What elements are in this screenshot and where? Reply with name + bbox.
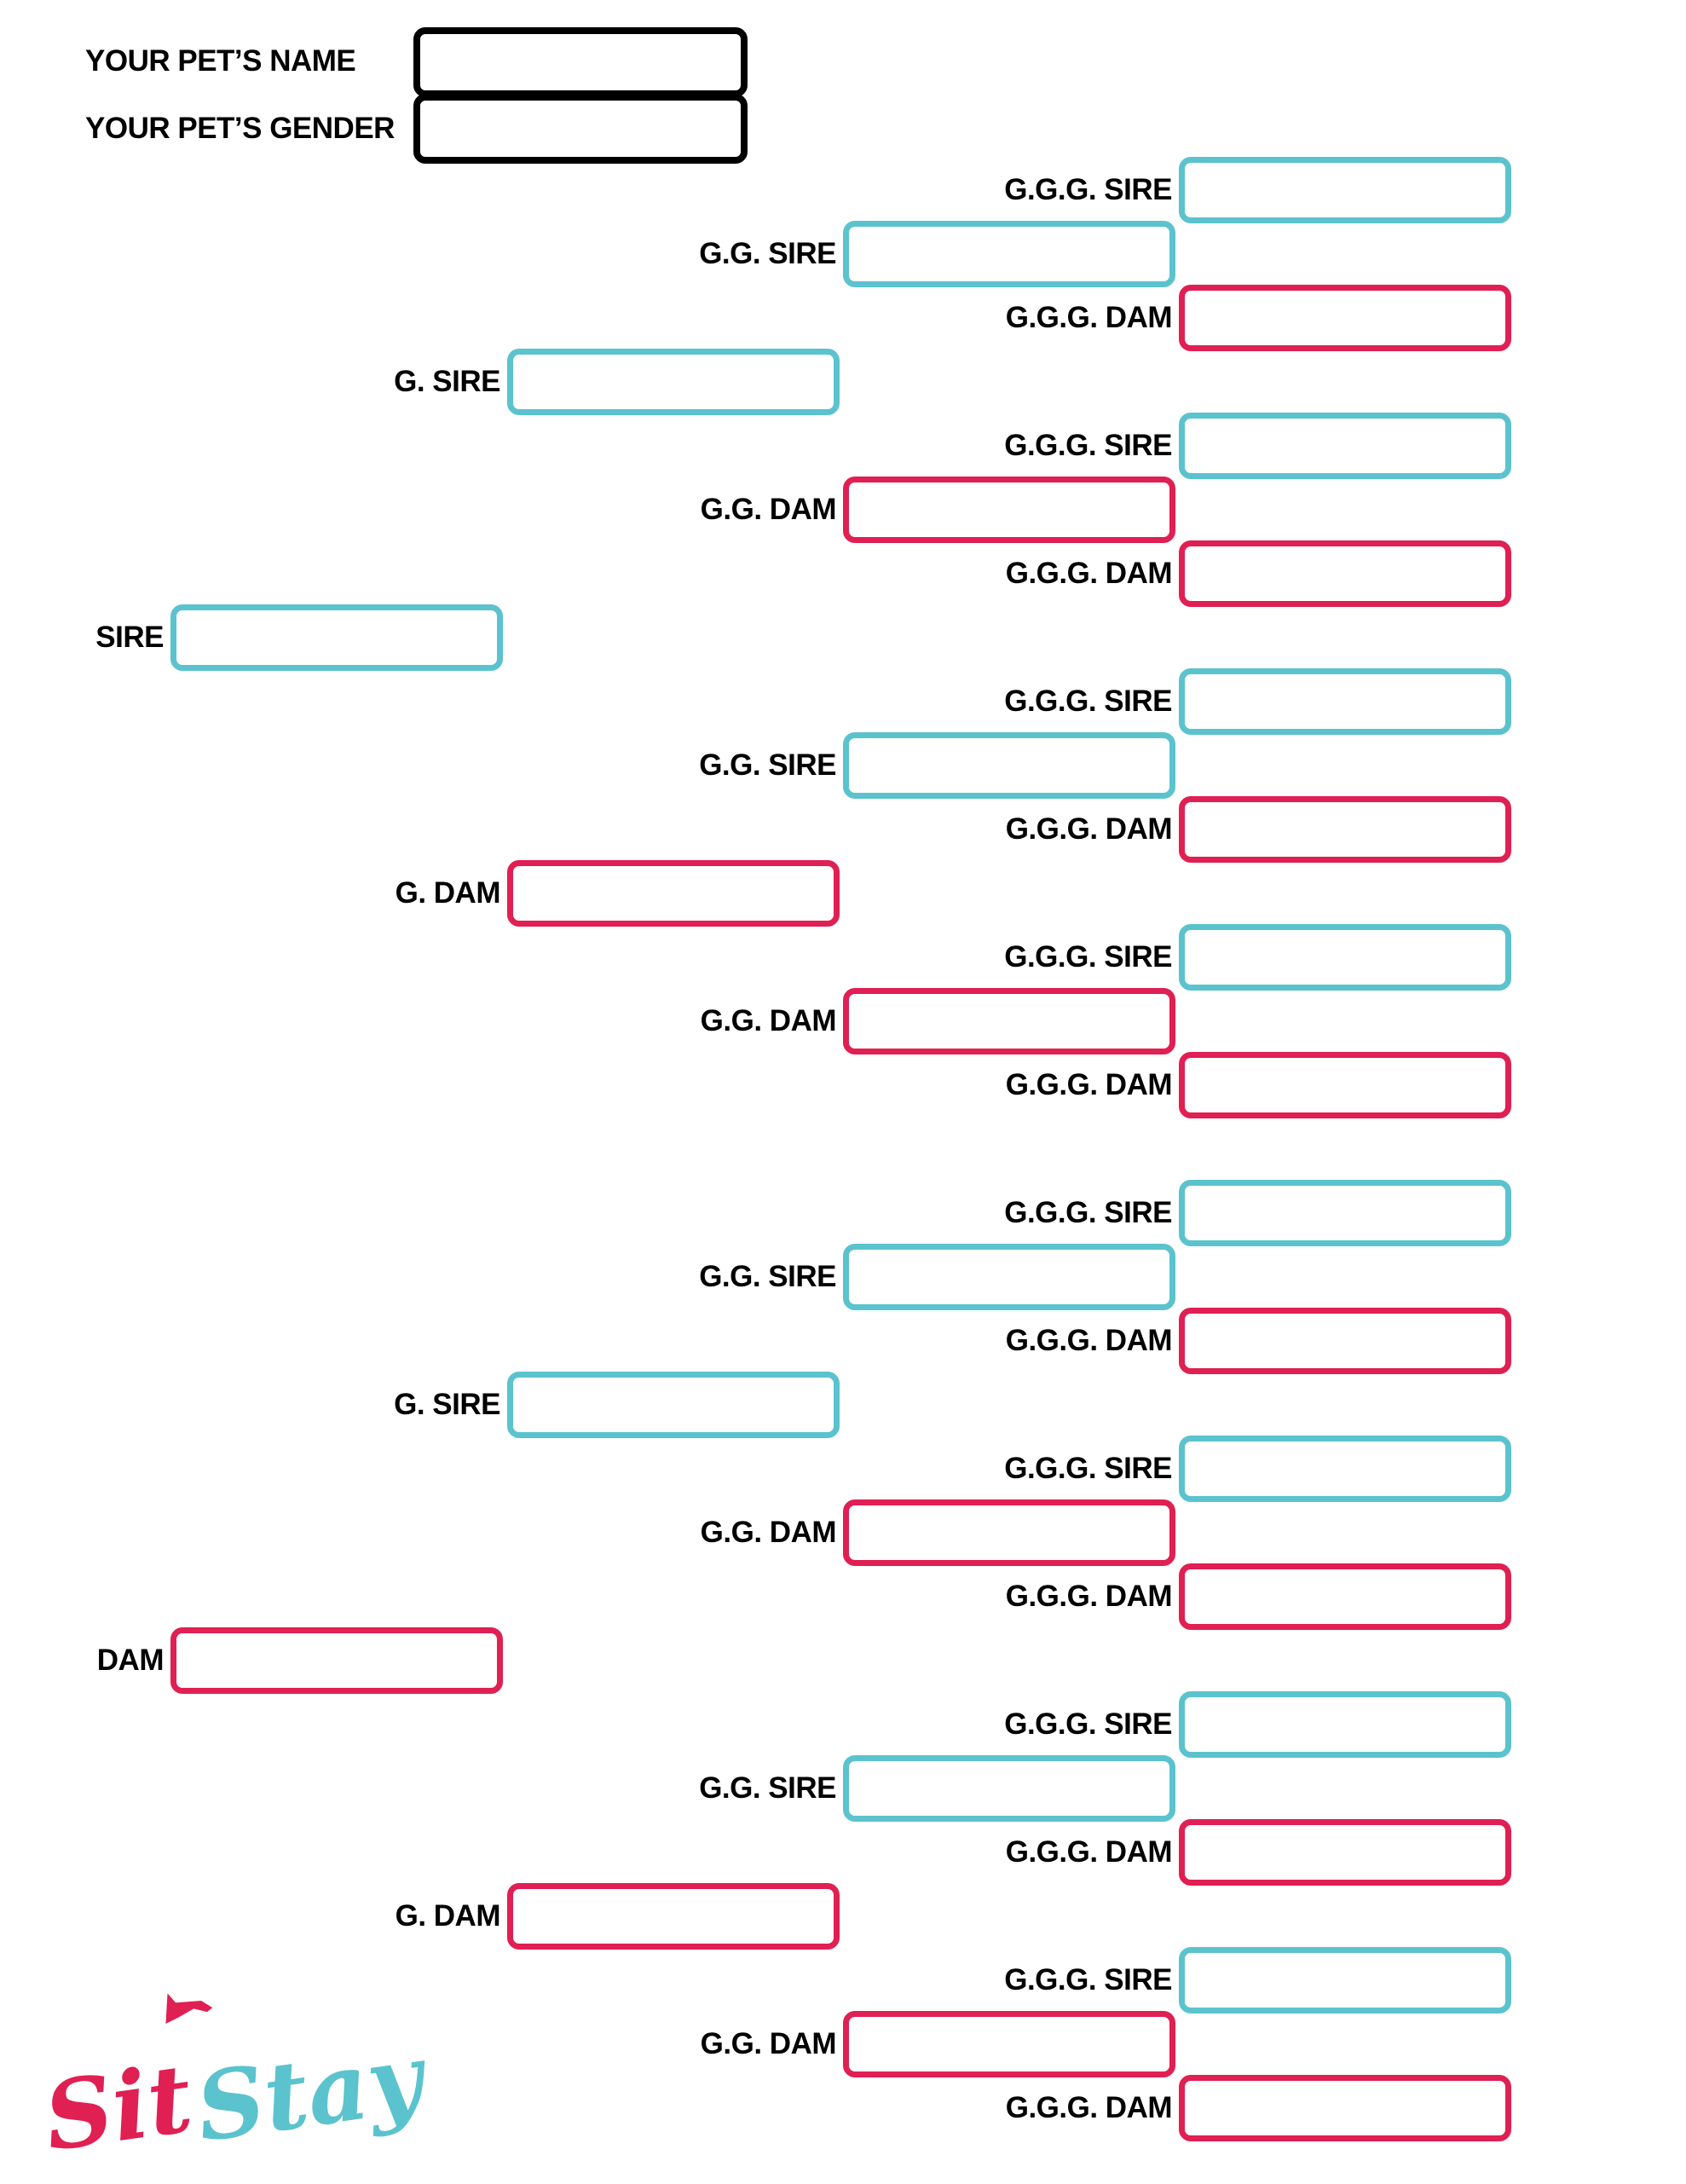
pedigree-label-sire: G.G.G. SIRE — [1004, 173, 1172, 206]
pedigree-label-dam: G.G.G. DAM — [1005, 812, 1172, 846]
gen2-dam-field[interactable] — [507, 1883, 840, 1950]
gen4-sire-field[interactable] — [1179, 413, 1511, 479]
pet-name-field[interactable] — [413, 27, 748, 97]
pedigree-label-dam: G.G.G. DAM — [1005, 1324, 1172, 1357]
pedigree-label-dam: G.G.G. DAM — [1005, 1580, 1172, 1613]
gen2-sire-field[interactable] — [507, 349, 840, 415]
pedigree-label-dam: G. DAM — [395, 1899, 500, 1933]
gen4-dam-field[interactable] — [1179, 540, 1511, 607]
pedigree-label-sire: SIRE — [95, 621, 164, 654]
gen4-dam-field[interactable] — [1179, 1819, 1511, 1886]
gen3-sire-field[interactable] — [843, 221, 1175, 287]
gen4-sire-field[interactable] — [1179, 924, 1511, 991]
gen4-dam-field[interactable] — [1179, 2075, 1511, 2141]
sitstay-logo — [33, 1977, 430, 2173]
pedigree-label-dam: G.G.G. DAM — [1005, 1835, 1172, 1869]
gen1-sire-field[interactable] — [170, 604, 503, 671]
pedigree-label-dam: G.G. DAM — [700, 1004, 836, 1037]
pedigree-label-dam: G. DAM — [395, 876, 500, 910]
gen3-sire-field[interactable] — [843, 1755, 1175, 1822]
pedigree-label-dam: G.G. DAM — [700, 493, 836, 526]
pedigree-label-sire: G.G.G. SIRE — [1004, 1196, 1172, 1229]
gen3-dam-field[interactable] — [843, 1499, 1175, 1566]
pedigree-label-sire: G.G.G. SIRE — [1004, 1452, 1172, 1485]
gen4-dam-field[interactable] — [1179, 1308, 1511, 1374]
logo-stay: Stay — [189, 2022, 430, 2164]
gen3-dam-field[interactable] — [843, 2011, 1175, 2077]
pedigree-label-dam: G.G.G. DAM — [1005, 2091, 1172, 2124]
gen2-sire-field[interactable] — [507, 1372, 840, 1438]
gen4-sire-field[interactable] — [1179, 157, 1511, 223]
pedigree-label-dam: G.G. DAM — [700, 2027, 836, 2060]
gen3-dam-field[interactable] — [843, 988, 1175, 1054]
gen3-sire-field[interactable] — [843, 732, 1175, 799]
pedigree-label-sire: G.G.G. SIRE — [1004, 1707, 1172, 1741]
pet-gender-label: YOUR PET’S GENDER — [85, 112, 395, 145]
gen3-sire-field[interactable] — [843, 1244, 1175, 1310]
pedigree-label-sire: G.G.G. SIRE — [1004, 940, 1172, 974]
pedigree-label-sire: G.G.G. SIRE — [1004, 685, 1172, 718]
pedigree-label-sire: G.G. SIRE — [699, 1771, 836, 1805]
gen4-sire-field[interactable] — [1179, 1180, 1511, 1246]
gen4-dam-field[interactable] — [1179, 796, 1511, 863]
pedigree-label-dam: G.G. DAM — [700, 1516, 836, 1549]
gen4-sire-field[interactable] — [1179, 668, 1511, 735]
gen4-dam-field[interactable] — [1179, 1563, 1511, 1630]
gen4-sire-field[interactable] — [1179, 1436, 1511, 1502]
gen4-sire-field[interactable] — [1179, 1691, 1511, 1758]
dog-silhouette-icon — [156, 1977, 229, 2029]
gen3-dam-field[interactable] — [843, 477, 1175, 543]
pedigree-label-sire: G. SIRE — [394, 365, 500, 398]
gen4-dam-field[interactable] — [1179, 285, 1511, 351]
gen4-sire-field[interactable] — [1179, 1947, 1511, 2014]
pedigree-label-dam: G.G.G. DAM — [1005, 1068, 1172, 1101]
pedigree-label-sire: G.G. SIRE — [699, 1260, 836, 1293]
pedigree-label-sire: G.G.G. SIRE — [1004, 429, 1172, 462]
pedigree-label-sire: G. SIRE — [394, 1388, 500, 1421]
pet-name-label: YOUR PET’S NAME — [85, 44, 356, 78]
gen1-dam-field[interactable] — [170, 1627, 503, 1694]
pedigree-label-dam: G.G.G. DAM — [1005, 557, 1172, 590]
pedigree-label-sire: G.G. SIRE — [699, 237, 836, 270]
pedigree-label-sire: G.G.G. SIRE — [1004, 1963, 1172, 1996]
pedigree-label-sire: G.G. SIRE — [699, 748, 836, 782]
pet-gender-field[interactable] — [413, 94, 748, 164]
pedigree-label-dam: G.G.G. DAM — [1005, 301, 1172, 334]
pedigree-label-dam: DAM — [96, 1644, 164, 1677]
gen4-dam-field[interactable] — [1179, 1052, 1511, 1118]
gen2-dam-field[interactable] — [507, 860, 840, 927]
logo-sit: Sit — [38, 2042, 199, 2173]
